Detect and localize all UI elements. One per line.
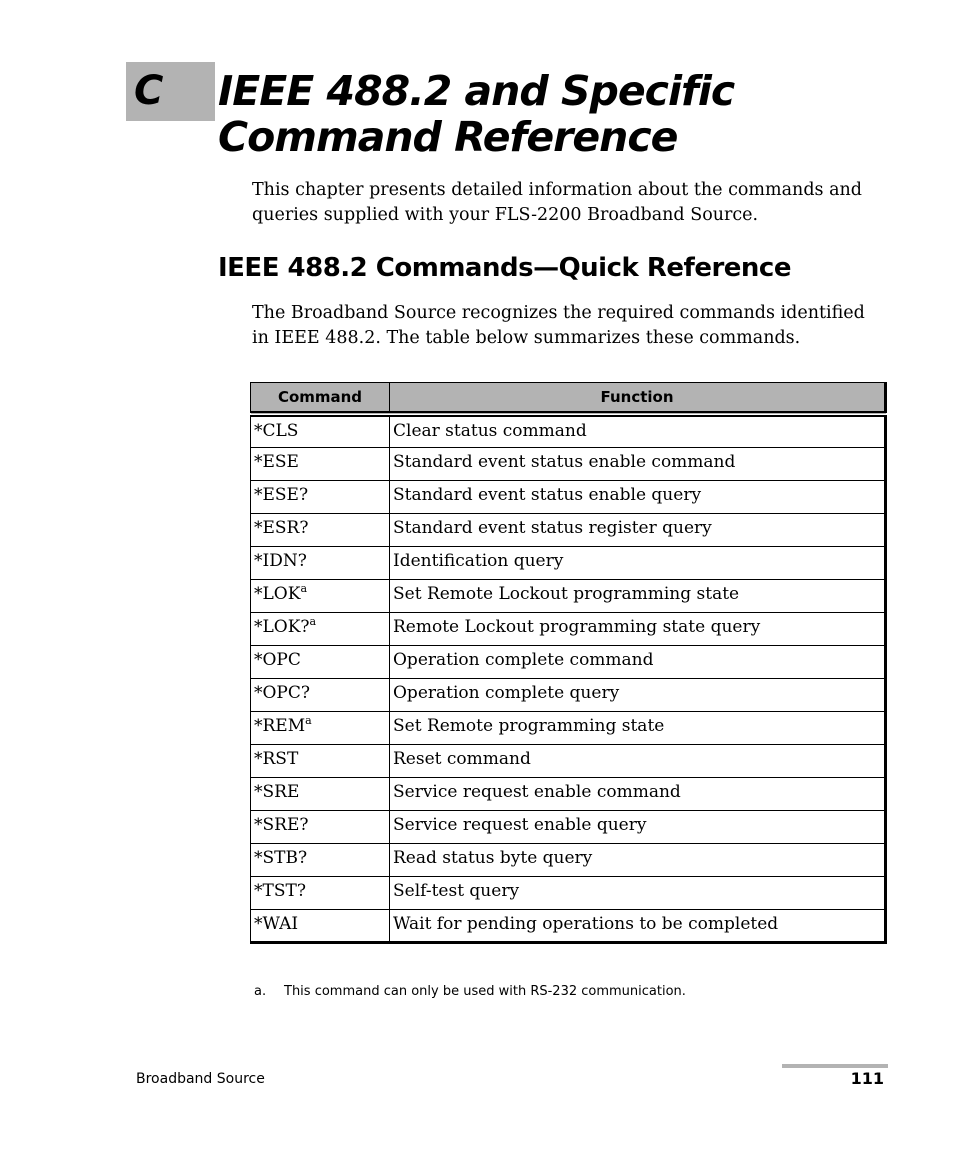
table-row (251, 579, 886, 612)
command-name: *CLS (254, 421, 299, 441)
command-name: *ESE? (254, 484, 309, 505)
table-row (251, 810, 886, 843)
function-cell: Clear status command (390, 414, 886, 447)
chapter-title-line-2: Command Reference (218, 113, 678, 161)
command-name: *REM (254, 715, 306, 736)
page-number: 111 (850, 1069, 884, 1088)
table-row (251, 447, 886, 480)
function-cell: Self-test query (390, 876, 886, 909)
function-cell: Service request enable query (390, 810, 886, 843)
function-cell: Service request enable command (390, 777, 886, 810)
command-cell (251, 909, 390, 942)
command-name: *ESE (254, 451, 299, 472)
footnote-text: This command can only be used with RS-232 communication. (284, 984, 686, 999)
command-cell (251, 414, 390, 447)
section-intro: The Broadband Source recognizes the required commands identified in IEEE 488.2. The table below summarizes these commands. (252, 303, 865, 348)
command-name: *LOK (254, 583, 301, 604)
command-name: *LOK? (254, 616, 310, 637)
command-table (250, 382, 887, 944)
command-name: *OPC (254, 649, 301, 670)
table-row (251, 645, 886, 678)
command-cell (251, 579, 390, 612)
command-cell (251, 876, 390, 909)
section-heading: IEEE 488.2 Commands—Quick Reference (218, 253, 791, 283)
table-row (251, 876, 886, 909)
footnote-marker: a. (254, 984, 267, 999)
command-name: *SRE? (254, 814, 309, 835)
footnote-reference: a (309, 614, 317, 628)
function-cell: Operation complete query (390, 678, 886, 711)
command-cell (251, 480, 390, 513)
function-cell: Set Remote programming state (390, 711, 886, 744)
command-cell (251, 843, 390, 876)
footnote-reference: a (305, 713, 312, 727)
function-cell: Reset command (390, 744, 886, 777)
footnote-reference: a (300, 581, 307, 595)
footnote (254, 983, 686, 1001)
command-cell (251, 447, 390, 480)
command-cell (251, 513, 390, 546)
command-name: *WAI (254, 913, 299, 934)
command-cell (251, 678, 390, 711)
command-name: *RST (254, 748, 299, 769)
footer-product-name: Broadband Source (136, 1071, 265, 1087)
chapter-title (218, 68, 734, 160)
command-name: *ESR? (254, 517, 309, 538)
table-row (251, 744, 886, 777)
command-cell (251, 546, 390, 579)
table-row (251, 711, 886, 744)
table-row (251, 513, 886, 546)
table-row (251, 909, 886, 942)
command-table-body (251, 414, 886, 942)
function-cell: Wait for pending operations to be completed (390, 909, 886, 942)
command-cell (251, 612, 390, 645)
table-row (251, 612, 886, 645)
function-cell: Operation complete command (390, 645, 886, 678)
function-cell: Standard event status enable command (390, 447, 886, 480)
command-name: *SRE (254, 781, 300, 802)
function-cell: Identification query (390, 546, 886, 579)
command-cell (251, 744, 390, 777)
table-header-row (251, 383, 886, 415)
command-name: *TST? (254, 880, 306, 901)
function-cell: Standard event status enable query (390, 480, 886, 513)
function-cell: Set Remote Lockout programming state (390, 579, 886, 612)
command-name: *IDN? (254, 550, 307, 571)
chapter-title-line-1: IEEE 488.2 and Specific (218, 67, 735, 115)
table-row (251, 480, 886, 513)
table-row (251, 843, 886, 876)
table-row (251, 777, 886, 810)
table-row (251, 678, 886, 711)
function-cell: Read status byte query (390, 843, 886, 876)
function-cell: Standard event status register query (390, 513, 886, 546)
header-function: Function (390, 383, 886, 415)
command-cell (251, 711, 390, 744)
command-name: *OPC? (254, 682, 310, 703)
command-cell (251, 810, 390, 843)
chapter-intro: This chapter presents detailed information about the commands and queries supplied with your FLS-2200 Broadband Source. (252, 180, 862, 225)
table-row (251, 546, 886, 579)
footer-rule (782, 1064, 888, 1068)
command-cell (251, 645, 390, 678)
chapter-letter: C (134, 68, 164, 114)
command-cell (251, 777, 390, 810)
table-row (251, 414, 886, 447)
function-cell: Remote Lockout programming state query (390, 612, 886, 645)
command-name: *STB? (254, 847, 308, 868)
header-command: Command (251, 383, 390, 415)
